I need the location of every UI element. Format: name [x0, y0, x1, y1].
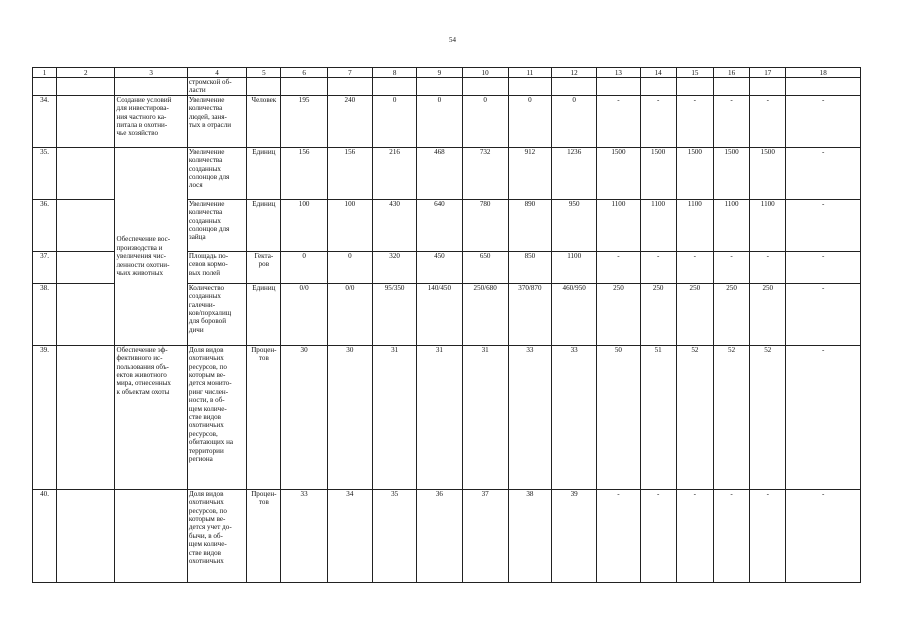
header-cell: 16 — [713, 68, 749, 78]
value-cell: 52 — [750, 345, 786, 489]
value-cell: 950 — [552, 199, 597, 251]
unit-cell: Процен- тов — [247, 489, 281, 582]
header-cell: 7 — [327, 68, 372, 78]
value-cell: 0/0 — [327, 283, 372, 345]
value-cell: 35 — [372, 489, 416, 582]
unit-cell: Гекта- ров — [247, 251, 281, 283]
table-cell — [417, 78, 462, 96]
value-cell: 640 — [417, 199, 462, 251]
unit-cell: Единиц — [247, 147, 281, 199]
table-cell — [508, 78, 551, 96]
table-row — [33, 147, 861, 199]
table-cell — [247, 78, 281, 96]
value-cell: 0 — [327, 251, 372, 283]
value-cell: 1100 — [713, 199, 749, 251]
note-cell: - — [786, 251, 861, 283]
table-cell — [597, 78, 640, 96]
value-cell: 39 — [552, 489, 597, 582]
value-cell: - — [640, 251, 676, 283]
indicator-cell: стромской об- ласти — [187, 78, 246, 96]
value-cell: 1100 — [750, 199, 786, 251]
table-cell — [327, 78, 372, 96]
value-cell: 156 — [281, 147, 327, 199]
header-cell: 10 — [462, 68, 508, 78]
row-number-cell: 35. — [33, 147, 57, 199]
header-cell: 6 — [281, 68, 327, 78]
header-cell: 17 — [750, 68, 786, 78]
header-row — [33, 68, 861, 78]
value-cell: 1100 — [552, 251, 597, 283]
value-cell: - — [676, 251, 713, 283]
table-cell — [713, 78, 749, 96]
indicator-cell: Доля видов охотничьих ресурсов, по которым ве- дется учет до- бычи, в об- щем количе- стве видов охотничьих — [187, 489, 246, 582]
value-cell: 1500 — [750, 147, 786, 199]
value-cell: 38 — [508, 489, 551, 582]
objective-cell — [115, 489, 187, 582]
table-row — [33, 489, 861, 582]
header-cell: 3 — [115, 68, 187, 78]
header-cell: 5 — [247, 68, 281, 78]
header-cell: 11 — [508, 68, 551, 78]
objective-cell: Обеспечение вос- производства и увеличения чис- ленности охотни- чьих животных — [115, 147, 187, 345]
table-cell — [372, 78, 416, 96]
table-row — [33, 345, 861, 489]
value-cell: - — [750, 95, 786, 147]
value-cell: 100 — [327, 199, 372, 251]
value-cell: 250 — [676, 283, 713, 345]
note-cell: - — [786, 95, 861, 147]
unit-cell: Единиц — [247, 199, 281, 251]
header-cell: 4 — [187, 68, 246, 78]
value-cell: 240 — [327, 95, 372, 147]
unit-cell: Человек — [247, 95, 281, 147]
value-cell: - — [640, 489, 676, 582]
table-cell — [640, 78, 676, 96]
header-cell: 12 — [552, 68, 597, 78]
table-cell — [33, 78, 57, 96]
note-cell: - — [786, 489, 861, 582]
value-cell: 36 — [417, 489, 462, 582]
value-cell: 0 — [417, 95, 462, 147]
value-cell: - — [676, 489, 713, 582]
value-cell: 52 — [713, 345, 749, 489]
table-cell — [552, 78, 597, 96]
indicator-cell: Количество созданных галечни- ков/порхалищ для боровой дичи — [187, 283, 246, 345]
value-cell: 650 — [462, 251, 508, 283]
value-cell: 0 — [372, 95, 416, 147]
value-cell: 780 — [462, 199, 508, 251]
row-number-cell: 38. — [33, 283, 57, 345]
value-cell: 1100 — [640, 199, 676, 251]
value-cell: - — [713, 95, 749, 147]
header-cell: 9 — [417, 68, 462, 78]
value-cell: 1500 — [597, 147, 640, 199]
value-cell: 250/680 — [462, 283, 508, 345]
value-cell: 250 — [750, 283, 786, 345]
value-cell: 31 — [417, 345, 462, 489]
value-cell: 30 — [327, 345, 372, 489]
table-cell — [786, 78, 861, 96]
value-cell: 51 — [640, 345, 676, 489]
value-cell: - — [750, 251, 786, 283]
value-cell: 430 — [372, 199, 416, 251]
table-cell — [281, 78, 327, 96]
value-cell: 33 — [552, 345, 597, 489]
value-cell: 33 — [508, 345, 551, 489]
value-cell: - — [713, 489, 749, 582]
header-cell: 2 — [57, 68, 115, 78]
table-cell — [57, 199, 115, 251]
value-cell: 50 — [597, 345, 640, 489]
value-cell: - — [640, 95, 676, 147]
value-cell: - — [597, 489, 640, 582]
row-number-cell: 34. — [33, 95, 57, 147]
header-cell: 8 — [372, 68, 416, 78]
indicator-cell: Увеличение количества созданных солонцов для зайца — [187, 199, 246, 251]
value-cell: 0/0 — [281, 283, 327, 345]
objective-cell: Создание условий для инвестирова- ния частного ка- питала в охотни- чье хозяйство — [115, 95, 187, 147]
indicator-cell: Увеличение количества людей, заня- тых в отрасли — [187, 95, 246, 147]
table-cell — [57, 345, 115, 489]
value-cell: 250 — [597, 283, 640, 345]
value-cell: 100 — [281, 199, 327, 251]
value-cell: 33 — [281, 489, 327, 582]
value-cell: - — [713, 251, 749, 283]
value-cell: 732 — [462, 147, 508, 199]
value-cell: 1500 — [713, 147, 749, 199]
value-cell: 0 — [508, 95, 551, 147]
value-cell: 250 — [640, 283, 676, 345]
table-cell — [57, 283, 115, 345]
value-cell: 1236 — [552, 147, 597, 199]
header-cell: 13 — [597, 68, 640, 78]
value-cell: 1500 — [676, 147, 713, 199]
value-cell: 370/870 — [508, 283, 551, 345]
note-cell: - — [786, 147, 861, 199]
note-cell: - — [786, 283, 861, 345]
value-cell: 30 — [281, 345, 327, 489]
value-cell: 0 — [281, 251, 327, 283]
value-cell: - — [750, 489, 786, 582]
row-number-cell: 37. — [33, 251, 57, 283]
table-cell — [462, 78, 508, 96]
table-cell — [676, 78, 713, 96]
value-cell: 460/950 — [552, 283, 597, 345]
continuation-row — [33, 78, 861, 96]
table-cell — [57, 489, 115, 582]
value-cell: - — [676, 95, 713, 147]
value-cell: 0 — [552, 95, 597, 147]
indicator-cell: Увеличение количества созданных солонцов для лося — [187, 147, 246, 199]
value-cell: 31 — [372, 345, 416, 489]
value-cell: 34 — [327, 489, 372, 582]
row-number-cell: 36. — [33, 199, 57, 251]
value-cell: 52 — [676, 345, 713, 489]
value-cell: 250 — [713, 283, 749, 345]
value-cell: - — [597, 95, 640, 147]
unit-cell: Единиц — [247, 283, 281, 345]
objective-cell: Обеспечение эф- фективного ис- пользования объ- ектов животного мира, отнесенных к объектам охоты — [115, 345, 187, 489]
header-cell: 18 — [786, 68, 861, 78]
table-cell — [57, 95, 115, 147]
header-cell: 14 — [640, 68, 676, 78]
indicators-table — [32, 67, 861, 583]
value-cell: 912 — [508, 147, 551, 199]
table-cell — [57, 78, 115, 96]
value-cell: 216 — [372, 147, 416, 199]
row-number-cell: 40. — [33, 489, 57, 582]
table-row — [33, 95, 861, 147]
row-number-cell: 39. — [33, 345, 57, 489]
page-number: 54 — [449, 36, 456, 44]
note-cell: - — [786, 345, 861, 489]
table-cell — [750, 78, 786, 96]
value-cell: 850 — [508, 251, 551, 283]
value-cell: 320 — [372, 251, 416, 283]
indicator-cell: Доля видов охотничьих ресурсов, по которым ве- дется монито- ринг числен- ности, в об- щем количе- стве видов охотничьих ресурсов, обитающих на территории региона — [187, 345, 246, 489]
indicator-cell: Площадь по- севов кормо- вых полей — [187, 251, 246, 283]
value-cell: 140/450 — [417, 283, 462, 345]
header-cell: 1 — [33, 68, 57, 78]
value-cell: 37 — [462, 489, 508, 582]
value-cell: 1100 — [597, 199, 640, 251]
header-cell: 15 — [676, 68, 713, 78]
table-cell — [115, 78, 187, 96]
value-cell: 31 — [462, 345, 508, 489]
note-cell: - — [786, 199, 861, 251]
value-cell: 95/350 — [372, 283, 416, 345]
value-cell: 1100 — [676, 199, 713, 251]
value-cell: - — [597, 251, 640, 283]
value-cell: 195 — [281, 95, 327, 147]
table-cell — [57, 147, 115, 199]
value-cell: 0 — [462, 95, 508, 147]
table-cell — [57, 251, 115, 283]
value-cell: 890 — [508, 199, 551, 251]
value-cell: 450 — [417, 251, 462, 283]
unit-cell: Процен- тов — [247, 345, 281, 489]
value-cell: 468 — [417, 147, 462, 199]
value-cell: 1500 — [640, 147, 676, 199]
value-cell: 156 — [327, 147, 372, 199]
